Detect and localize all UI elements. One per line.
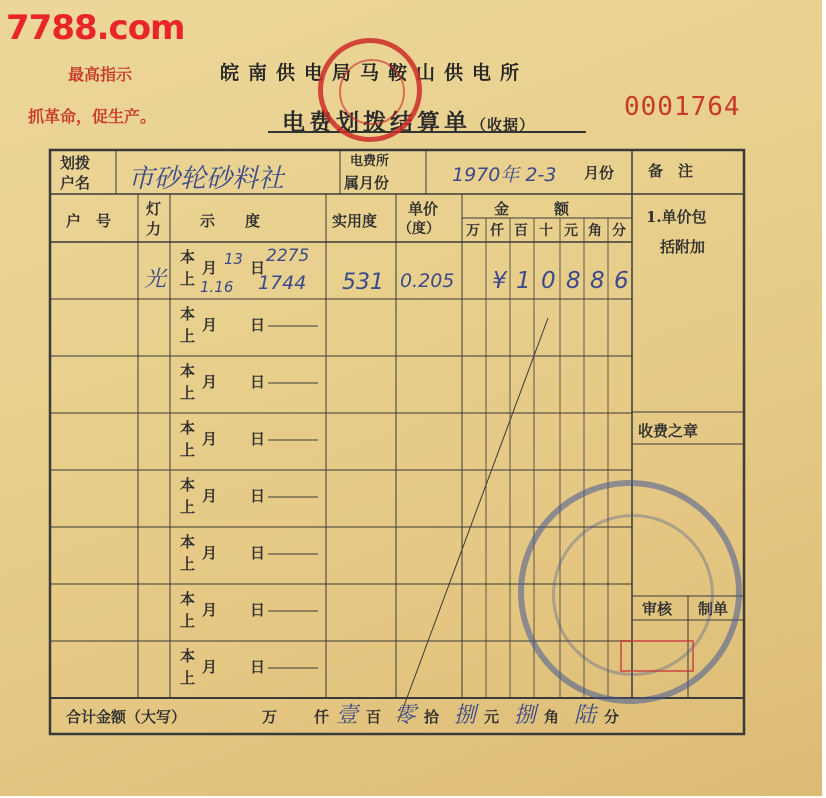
row-current-label: 本 [180,476,196,494]
entry-lamp-power: 光 [144,267,167,292]
digit-header: 百 [514,223,528,239]
row-previous-label: 上 [180,498,196,516]
row-day-label: 日 [250,601,266,619]
row-previous-label: 上 [180,555,196,573]
document-title: 电费划拨结算单（收据） [282,109,536,136]
row-day-label: 日 [250,544,266,562]
watermark-logo: 7788.com [6,8,185,48]
column-lamp-2: 力 [146,220,162,238]
row-day-label: 日 [250,373,266,391]
total-unit-label: 元 [484,708,500,726]
amount-digit: 8 [590,268,605,294]
row-month-label: 月 [202,601,218,619]
organization-name: 皖南供电局马鞍山供电所 [220,62,529,84]
amount-digit: 8 [566,268,581,294]
total-label: 合计金额（大写） [66,708,187,726]
row-day-label: 日 [250,259,266,277]
digit-header: 元 [564,223,578,239]
slogan-top: 最高指示 [68,65,133,84]
column-unit-price-2: （度） [398,221,440,237]
row-month-label: 月 [202,658,218,676]
total-handwritten-digit: 捌 [514,703,537,728]
total-unit-label: 万 [262,708,278,726]
row-day-label: 日 [250,316,266,334]
amount-digit: ¥ [492,268,507,294]
column-reading: 示 度 [200,212,261,230]
row-month-label: 月 [202,544,218,562]
period-label-1: 电费所 [350,154,390,169]
total-handwritten-digit: 零 [394,703,417,728]
entry-previous-date: 1.16 [200,278,234,296]
row-current-label: 本 [180,248,196,266]
total-handwritten-digit: 捌 [454,703,477,728]
usage-arrow-line [398,318,548,722]
digit-header: 万 [466,223,480,239]
row-current-label: 本 [180,419,196,437]
row-previous-label: 上 [180,327,196,345]
total-unit-label: 仟 [314,708,330,726]
total-unit-label: 拾 [424,708,440,726]
row-day-label: 日 [250,430,266,448]
entry-previous-reading: 1744 [258,272,307,294]
period-suffix: 月份 [584,164,615,182]
period-value: 1970年 2-3 [452,164,557,186]
serial-number: 0001764 [624,92,741,122]
column-unit-price-1: 单价 [408,200,439,218]
account-label-2: 户名 [60,174,91,192]
digit-header: 仟 [490,223,504,239]
row-previous-label: 上 [180,441,196,459]
remarks-label: 备 注 [648,162,694,180]
column-lamp-1: 灯 [146,200,162,218]
column-amount: 金 额 [494,200,570,218]
total-handwritten-digit: 陆 [574,703,597,728]
digit-header: 分 [612,223,626,239]
remarks-note-line2: 括附加 [660,238,706,256]
row-current-label: 本 [180,533,196,551]
amount-digit: 0 [541,268,556,294]
row-current-label: 本 [180,590,196,608]
entry-current-date: 13 [224,250,244,268]
amount-digit: 6 [614,268,629,294]
preparer-label: 制单 [698,600,729,618]
column-actual-usage: 实用度 [332,212,378,230]
row-previous-label: 上 [180,612,196,630]
red-date-stamp [620,640,694,672]
entry-unit-price: 0.205 [400,270,455,292]
row-month-label: 月 [202,373,218,391]
total-unit-label: 角 [544,708,560,726]
row-day-label: 日 [250,658,266,676]
account-label-1: 划拨 [60,154,91,172]
row-previous-label: 上 [180,384,196,402]
row-current-label: 本 [180,305,196,323]
row-month-label: 月 [202,487,218,505]
row-current-label: 本 [180,647,196,665]
fee-stamp-label: 收费之章 [638,422,699,440]
total-unit-label: 百 [366,708,382,726]
entry-current-reading: 2275 [266,246,310,266]
row-previous-label: 上 [180,669,196,687]
row-month-label: 月 [202,430,218,448]
review-label: 审核 [642,600,673,618]
period-label-2: 属月份 [344,174,390,192]
row-month-label: 月 [202,316,218,334]
digit-header: 角 [588,223,602,239]
row-month-label: 月 [202,259,218,277]
digit-header: 十 [539,223,553,239]
column-household: 户 号 [66,212,112,230]
entry-actual-usage: 531 [342,270,384,295]
remarks-note-line1: 1.单价包 [646,208,707,226]
account-name: 市砂轮砂料社 [128,164,285,194]
row-previous-label: 上 [180,270,196,288]
total-handwritten-digit: 壹 [336,703,359,728]
row-day-label: 日 [250,487,266,505]
amount-digit: 1 [516,268,531,294]
row-current-label: 本 [180,362,196,380]
total-unit-label: 分 [604,708,620,726]
slogan-bottom: 抓革命，促生产。 [28,107,157,126]
